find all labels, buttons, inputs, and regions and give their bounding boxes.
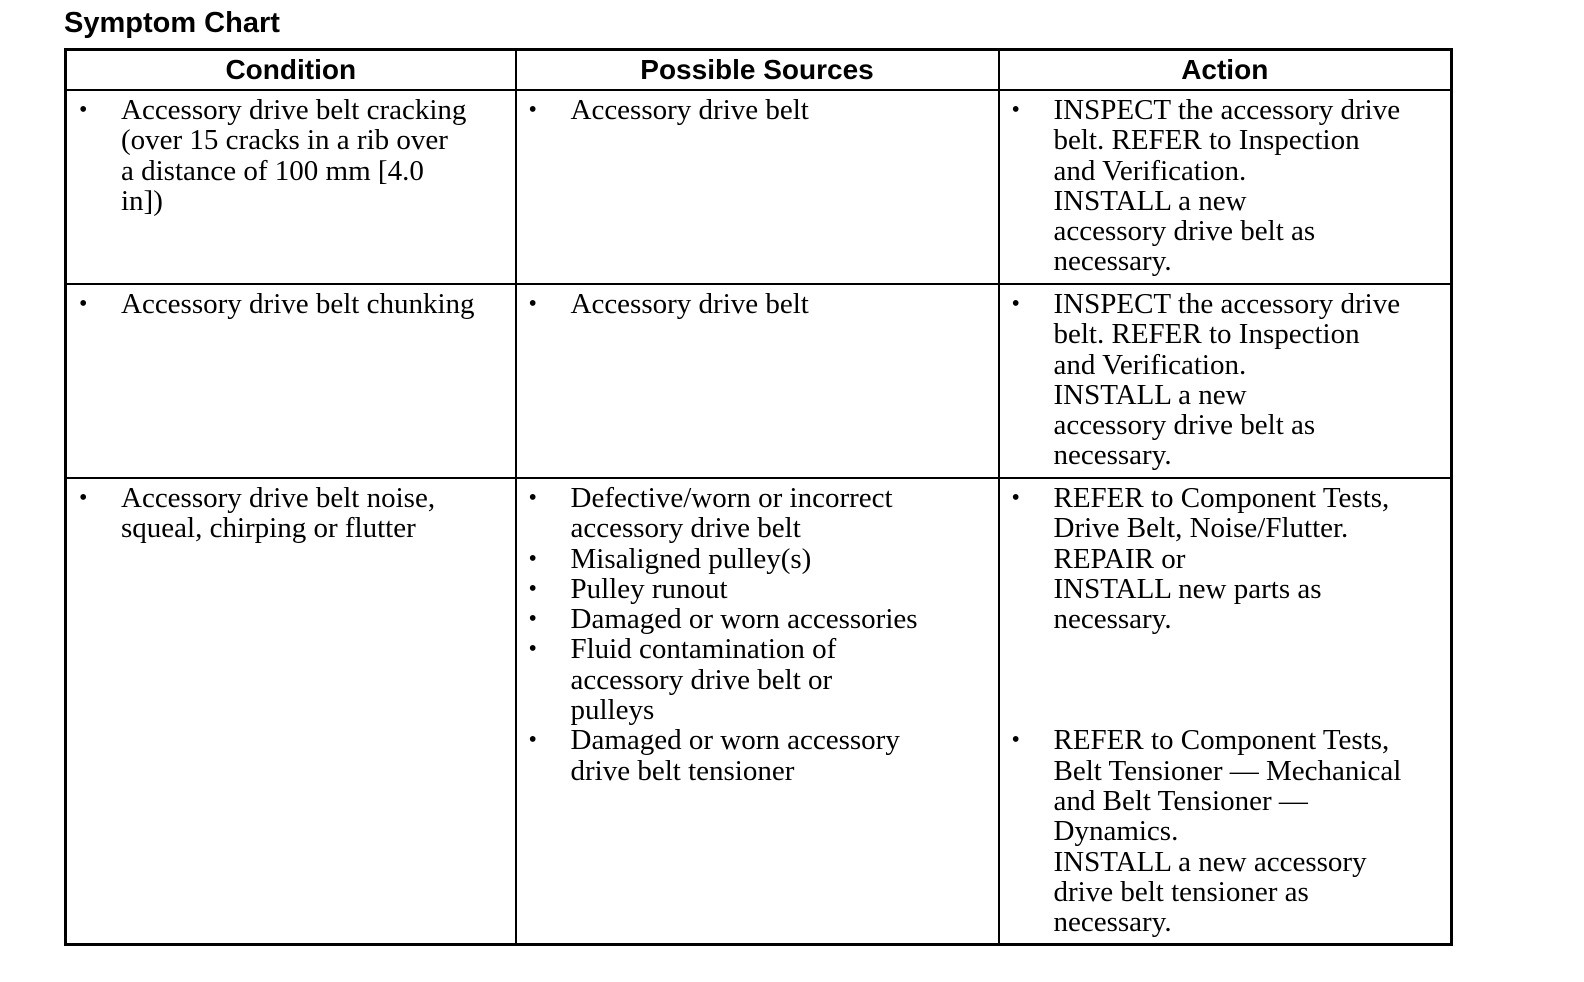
text-line: Drive Belt, Noise/Flutter.: [1053, 512, 1349, 545]
action-item: [1000, 483, 1439, 725]
text-line: necessary.: [1053, 245, 1172, 278]
text-line: belt. REFER to Inspection: [1053, 318, 1360, 351]
header-possible-sources: Possible Sources: [516, 50, 999, 91]
action-item: [1000, 725, 1439, 937]
text-line: • REFER to Component Tests,: [1053, 724, 1390, 757]
text-line: Dynamics.: [1053, 815, 1179, 848]
action-cell: [999, 478, 1452, 945]
text-line: drive belt tensioner as: [1053, 875, 1309, 908]
condition-item: [67, 483, 503, 544]
text-line: INSTALL a new: [1053, 184, 1247, 217]
sources-cell: [516, 284, 999, 478]
text-line: • Accessory drive belt chunking: [121, 288, 475, 320]
text-line: • Misaligned pulley(s): [570, 542, 812, 575]
source-item: [517, 289, 986, 319]
symptom-table: [64, 48, 1453, 946]
action-cell: [999, 90, 1452, 284]
text-line: • INSPECT the accessory drive: [1053, 94, 1401, 126]
text-line: • Accessory drive belt: [570, 94, 809, 126]
text-line: accessory drive belt or: [570, 663, 833, 696]
chart-title: Symptom Chart: [64, 7, 280, 39]
text-line: (over 15 cracks in a rib over: [121, 124, 448, 157]
source-item: [517, 725, 986, 786]
source-item: [517, 634, 986, 725]
text-line: REPAIR or: [1053, 542, 1186, 575]
text-line: • Defective/worn or incorrect: [570, 482, 893, 514]
text-line: and Verification.: [1053, 154, 1247, 187]
source-item: [517, 604, 986, 634]
source-item: [517, 95, 986, 125]
condition-cell: [66, 478, 516, 945]
table-row: [66, 478, 1452, 945]
text-line: in]): [121, 184, 163, 217]
text-line: INSTALL a new accessory: [1053, 845, 1367, 878]
spacer: [1054, 634, 1439, 725]
condition-cell: [66, 90, 516, 284]
text-line: belt. REFER to Inspection: [1053, 124, 1360, 157]
header-row: [66, 50, 1452, 91]
source-item: [517, 483, 986, 544]
condition-item: [67, 289, 503, 319]
text-line: necessary.: [1053, 906, 1172, 939]
condition-cell: [66, 284, 516, 478]
text-line: accessory drive belt as: [1053, 409, 1316, 442]
action-item: [1000, 289, 1439, 471]
text-line: INSTALL a new: [1053, 378, 1247, 411]
text-line: squeal, chirping or flutter: [121, 512, 416, 545]
text-line: and Verification.: [1053, 348, 1247, 381]
source-item: [517, 544, 986, 574]
action-item: [1000, 95, 1439, 277]
text-line: necessary.: [1053, 439, 1172, 472]
text-line: • Damaged or worn accessories: [570, 603, 918, 636]
text-line: • Accessory drive belt cracking: [121, 94, 467, 126]
header-action: Action: [999, 50, 1452, 91]
text-line: • Accessory drive belt: [570, 288, 809, 320]
sources-cell: [516, 478, 999, 945]
text-line: necessary.: [1053, 603, 1172, 636]
text-line: INSTALL new parts as: [1053, 572, 1322, 605]
text-line: • INSPECT the accessory drive: [1053, 288, 1401, 320]
header-condition: Condition: [66, 50, 516, 91]
table-row: [66, 90, 1452, 284]
text-line: accessory drive belt: [570, 512, 801, 545]
text-line: Belt Tensioner — Mechanical: [1053, 754, 1402, 787]
text-line: • Fluid contamination of: [570, 633, 837, 666]
text-line: • Damaged or worn accessory: [570, 724, 900, 757]
action-cell: [999, 284, 1452, 478]
text-line: drive belt tensioner: [570, 754, 795, 787]
table-row: [66, 284, 1452, 478]
source-item: [517, 574, 986, 604]
text-line: • REFER to Component Tests,: [1053, 482, 1390, 514]
text-line: • Accessory drive belt noise,: [121, 482, 436, 514]
text-line: • Pulley runout: [570, 572, 728, 605]
condition-item: [67, 95, 503, 216]
text-line: and Belt Tensioner —: [1053, 785, 1308, 818]
text-line: a distance of 100 mm [4.0: [121, 154, 424, 187]
text-line: pulleys: [570, 694, 655, 727]
sources-cell: [516, 90, 999, 284]
text-line: accessory drive belt as: [1053, 215, 1316, 248]
